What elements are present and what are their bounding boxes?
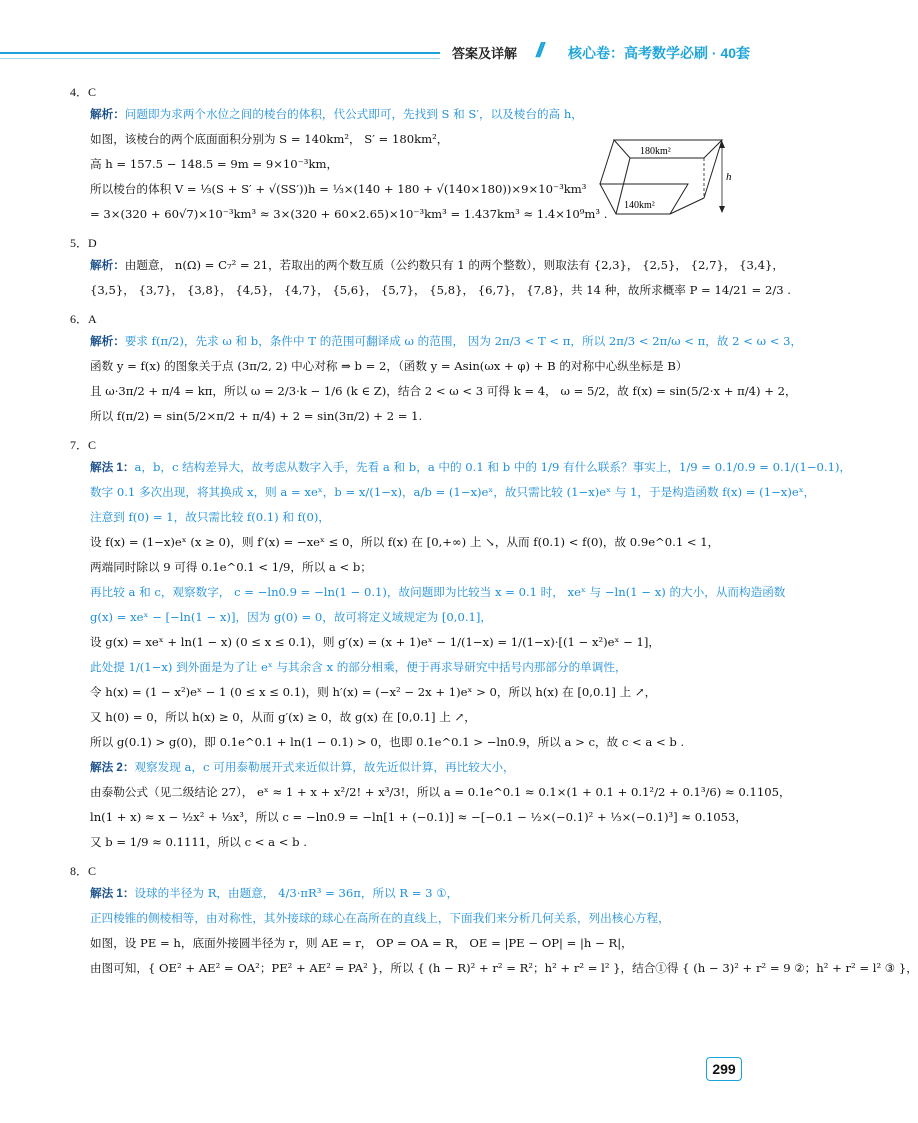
height-label: h [726,171,732,183]
solution-line: = 3×(320 + 60√7)×10⁻³km³ ≈ 3×(320 + 60×2.65)×10⁻³km³ = 1.437km³ ≈ 1.4×10⁹m³ . [90,207,608,221]
solution-label: 解析： [90,335,125,348]
solution-line: 又 h(0) = 0，所以 h(x) ≥ 0，从而 g′(x) ≥ 0，故 g(x) 在 [0,0.1] 上 ↗， [90,710,476,724]
solution-line: 如图，该棱台的两个底面面积分别为 S = 140km²， S′ = 180km²， [90,132,449,146]
header-slashes: // [536,40,542,62]
solution-line: 正四棱锥的侧棱相等，由对称性，其外接球的球心在高所在的直线上，下面我们来分析几何关系，列出核心方程， [90,911,670,925]
solution-line: 由泰勒公式（见二级结论 27）， eˣ ≈ 1 + x + x²/2! + x³/3!，所以 a = 0.1e^0.1 ≈ 0.1×(1 + 0.1 + 0.1²/2 + 0.1³/6) ≈ 0.1105， [90,785,791,799]
solution-line: 由图可知，{ OE² + AE² = OA²；PE² + AE² = PA² }，所以 { (h − R)² + r² = R²；h² + r² = l² }，结合①得 { (h − 3)² + r² = 9 ②；h² + r² = l² ③ }， [90,961,918,975]
solution-line: 解析：由题意， n(Ω) = C₇² = 21，若取出的两个数互质（公约数只有 1 的两个整数），则取法有 {2,3}， {2,5}， {2,7}， {3,4}， [90,258,784,272]
solution-line: 解法 2：观察发现 a，c 可用泰勒展开式来近似计算，故先近似计算，再比较大小， [90,760,515,774]
solution-line: 设 g(x) = xeˣ + ln(1 − x) (0 ≤ x ≤ 0.1)，则 g′(x) = (x + 1)eˣ − 1/(1−x) = 1/(1−x)·[(1 − x²)eˣ − 1]， [90,635,661,649]
bottom-area-label: 140km² [624,200,655,211]
solution-label: 解法 1： [90,887,135,900]
solution-label: 解析： [90,108,125,121]
solution-line: g(x) = xeˣ − [−ln(1 − x)]，因为 g(0) = 0，故可将定义域规定为 [0,0.1]， [90,610,493,624]
header-section-title: 答案及详解 [452,46,518,61]
solution-line: 且 ω·3π/2 + π/4 = kπ，所以 ω = 2/3·k − 1/6 (k ∈ Z)，结合 2 < ω < 3 可得 k = 4， ω = 5/2，故 f(x) = sin(5/2·x + π/4) + 2， [90,384,797,398]
solution-label: 解析： [90,259,125,272]
page-number: 299 [706,1057,742,1081]
solution-line: 函数 y = f(x) 的图象关于点 (3π/2, 2) 中心对称 ⇒ b = 2，（函数 y = Asin(ωx + φ) + B 的对称中心纵坐标是 B） [90,359,688,373]
solution-line: ln(1 + x) ≈ x − ½x² + ⅓x³，所以 c = −ln0.9 = −ln[1 + (−0.1)] ≈ −[−0.1 − ½×(−0.1)² + ⅓×(−0.1)³] ≈ 0.1053， [90,810,747,824]
solution-line: 令 h(x) = (1 − x²)eˣ − 1 (0 ≤ x ≤ 0.1)，则 h′(x) = (−x² − 2x + 1)eˣ > 0，所以 h(x) 在 [0,0.1] 上 ↗， [90,685,657,699]
solution-line: 所以 f(π/2) = sin(5/2×π/2 + π/4) + 2 = sin(3π/2) + 2 = 1. [90,409,423,423]
top-area-label: 180km² [640,146,671,157]
solution-line: 解法 1：设球的半径为 R，由题意， 4/3·πR³ = 36π，所以 R = 3 ①， [90,886,459,900]
solution-line: 如图，设 PE = h，底面外接圆半径为 r，则 AE = r， OP = OA = R， OE = |PE − OP| = |h − R|， [90,936,633,950]
solution-line: {3,5}， {3,7}， {3,8}， {4,5}， {4,7}， {5,6}， {5,7}， {5,8}， {6,7}， {7,8}，共 14 种，故所求概率 P = 14/21 = 2/3 . [90,283,791,297]
solution-line: 两端同时除以 9 可得 0.1e^0.1 < 1/9，所以 a < b； [90,560,372,574]
header-rule [0,52,440,54]
question-number: 8．C [70,864,97,878]
solution-line: 高 h = 157.5 − 148.5 = 9m = 9×10⁻³km， [90,157,339,171]
answer-content [70,82,918,981]
solution-label: 解法 1： [90,461,135,474]
header-rule-thin [0,58,440,59]
solution-line: 此处提 1/(1−x) 到外面是为了让 eˣ 与其余含 x 的部分相乘，便于再求导研究中括号内那部分的单调性， [90,660,627,674]
solution-line: 设 f(x) = (1−x)eˣ (x ≥ 0)，则 f′(x) = −xeˣ ≤ 0，所以 f(x) 在 [0,+∞) 上 ↘，从而 f(0.1) < f(0)，故 0.9e^0.1 < 1， [90,535,720,549]
solution-line: 又 b = 1/9 ≈ 0.1111，所以 c < a < b . [90,835,307,849]
question-number: 6．A [70,312,97,326]
solution-line: 解析：问题即为求两个水位之间的棱台的体积，代公式即可，先找到 S 和 S′，以及棱台的高 h， [90,107,583,121]
solution-line: 解析：要求 f(π/2)，先求 ω 和 b，条件中 T 的范围可翻译成 ω 的范围， 因为 2π/3 < T < π，所以 2π/3 < 2π/ω < π，故 2 < ω < 3， [90,334,803,348]
solution-line: 所以棱台的体积 V = ⅓(S + S′ + √(SS′))h = ⅓×(140 + 180 + √(140×180))×9×10⁻³km³ [90,182,587,196]
question-number: 7．C [70,438,97,452]
solution-line: 再比较 a 和 c，观察数字， c = −ln0.9 = −ln(1 − 0.1)，故问题即为比较当 x = 0.1 时， xeˣ 与 −ln(1 − x) 的大小，从而构造函数 [90,585,786,599]
solution-label: 解法 2： [90,761,135,774]
solution-line: 解法 1：a，b，c 结构差异大，故考虑从数字入手，先看 a 和 b，a 中的 0.1 和 b 中的 1/9 有什么联系？事实上，1/9 = 0.1/0.9 = 0.1/(1−0.1)， [90,460,852,474]
solution-line: 注意到 f(0) = 1，故只需比较 f(0.1) 和 f(0)， [90,510,330,524]
solution-line: 数字 0.1 多次出现，将其换成 x，则 a = xeˣ，b = x/(1−x)，a/b = (1−x)eˣ，故只需比较 (1−x)eˣ 与 1，于是构造函数 f(x) = (1−x)eˣ， [90,485,816,499]
header-book-title: 核心卷：高考数学必刷 · 40套 [568,45,751,61]
question-number: 5．D [70,236,97,250]
solution-line: 所以 g(0.1) > g(0)，即 0.1e^0.1 + ln(1 − 0.1) > 0，也即 0.1e^0.1 > −ln0.9，所以 a > c，故 c < a < b . [90,735,685,749]
question-number: 4．C [70,85,97,99]
